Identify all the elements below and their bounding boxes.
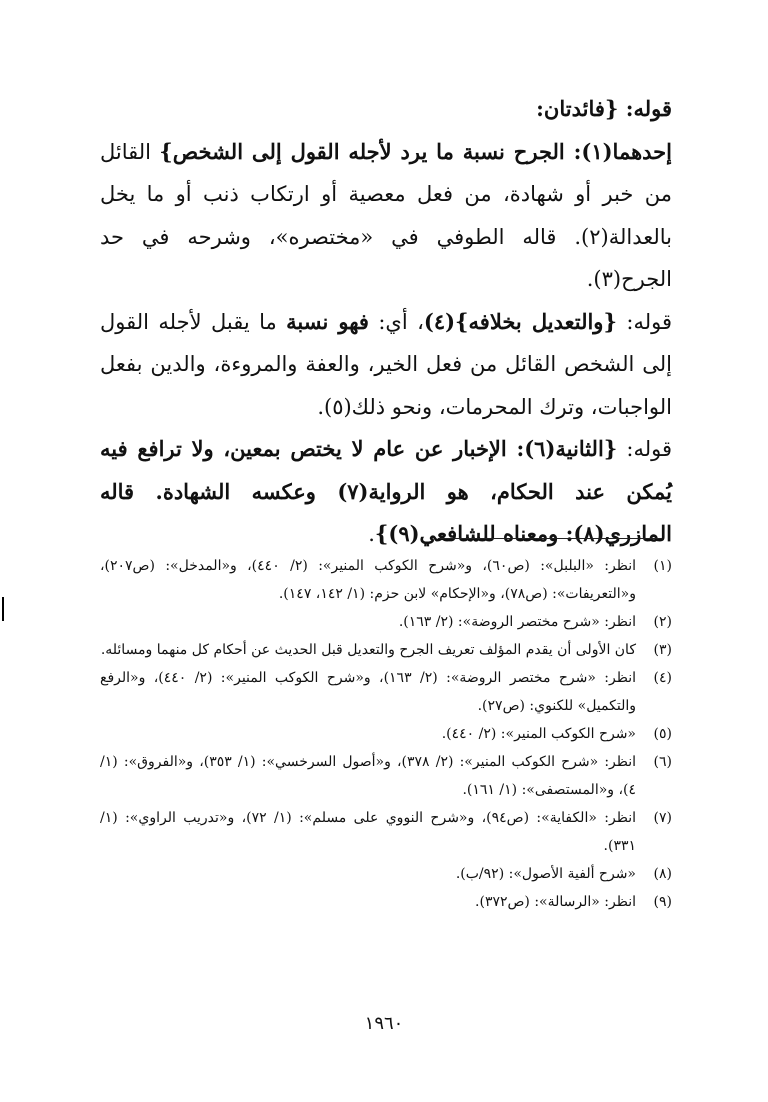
footnote-text: انظر: «الكفاية»: (ص٩٤)، و«شرح النووي على مسلم»: (١/ ٧٢)، و«تدريب الراوي»: (١/ ٣٣١).	[100, 810, 636, 854]
footnote-3	[100, 636, 672, 664]
footnote-2	[100, 608, 672, 636]
footnote-text: انظر: «البلبل»: (ص٦٠)، و«شرح الكوكب المنير»: (٢/ ٤٤٠)، و«المدخل»: (ص٢٠٧)، و«التعريفات»: (ص٧٨)، و«الإحكام» لابن حزم: (١/ ١٤٢، ١٤٧).	[100, 558, 636, 602]
paragraph-2	[100, 131, 672, 301]
paragraph-3	[100, 301, 672, 429]
paragraph-3-bold: {والتعديل بخلافه}(٤)	[423, 308, 617, 334]
paragraph-3-bold-2: فهو نسبة	[286, 308, 369, 334]
scan-edge-mark	[2, 597, 4, 621]
footnote-text: انظر: «شرح مختصر الروضة»: (٢/ ١٦٣).	[398, 614, 636, 630]
footnote-number: (٣)	[653, 642, 672, 658]
footnote-number: (١)	[653, 558, 672, 574]
paragraph-4	[100, 428, 672, 556]
footnote-5	[100, 720, 672, 748]
footnote-text: انظر: «شرح الكوكب المنير»: (٢/ ٣٧٨)، و«أصول السرخسي»: (١/ ٣٥٣)، و«الفروق»: (١/ ٤)، و«المستصفى»: (١/ ١٦١).	[100, 754, 637, 798]
footnote-6	[100, 748, 672, 804]
footnote-number: (٨)	[653, 866, 672, 882]
paragraph-3-text: ما يقبل لأجله القول إلى الشخص القائل من فعل الخير، والعفة والمروءة، والدين بفعل الواجبات، وترك المحرمات، ونحو ذلك(٥).	[100, 309, 672, 419]
footnote-text: انظر: «الرسالة»: (ص٣٧٢).	[475, 894, 636, 910]
footnote-4	[100, 664, 672, 720]
paragraph-4-bold: {الثانية(٦): الإخبار عن عام لا يختص بمعين، ولا ترافع فيه يُمكن عند الحكام، هو الرواية(٧) وعكسه الشهادة. قاله المازري(٨): ومعناه للشافعي(٩)}	[100, 436, 672, 546]
footnote-1	[100, 552, 672, 608]
paragraph-4-lead: قوله:	[617, 437, 672, 461]
footnote-number: (٢)	[653, 614, 672, 630]
footnote-text: انظر: «شرح مختصر الروضة»: (٢/ ١٦٣)، و«شرح الكوكب المنير»: (٢/ ٤٤٠)، و«الرفع والتكميل» للكنوي: (ص٢٧).	[100, 670, 637, 714]
paragraph-2-bold: إحدهما(١): الجرح نسبة ما يرد لأجله القول إلى الشخص}	[159, 138, 672, 164]
footnote-number: (٦)	[653, 754, 672, 770]
main-text	[100, 88, 672, 556]
footnote-number: (٩)	[653, 894, 672, 910]
footnote-number: (٧)	[653, 810, 672, 826]
footnote-7	[100, 804, 672, 860]
footnote-number: (٥)	[653, 726, 672, 742]
footnotes	[100, 552, 672, 916]
footnote-9	[100, 888, 672, 916]
paragraph-1-bold: قوله: {فائدتان:	[536, 96, 672, 121]
footnote-8	[100, 860, 672, 888]
paragraph-1	[100, 88, 672, 131]
paragraph-4-text: .	[368, 522, 375, 546]
page-number: ١٩٦٠	[364, 1013, 404, 1034]
footnote-divider	[438, 538, 662, 539]
paragraph-3-mid: ، أي:	[368, 309, 424, 334]
footnote-number: (٤)	[653, 670, 672, 686]
footnote-text: «شرح ألفية الأصول»: (٩٢/ب).	[455, 866, 636, 882]
paragraph-3-lead: قوله:	[616, 309, 672, 334]
footnote-text: «شرح الكوكب المنير»: (٢/ ٤٤٠).	[441, 726, 636, 742]
footnote-text: كان الأولى أن يقدم المؤلف تعريف الجرح والتعديل قبل الحديث عن أحكام كل منهما ومسائله.	[100, 642, 636, 658]
paragraph-2-text: القائل من خبر أو شهادة، من فعل معصية أو ارتكاب ذنب أو ما يخل بالعدالة(٢). قاله الطوفي في «مختصره»، وشرحه في حد الجرح(٣).	[100, 139, 672, 291]
